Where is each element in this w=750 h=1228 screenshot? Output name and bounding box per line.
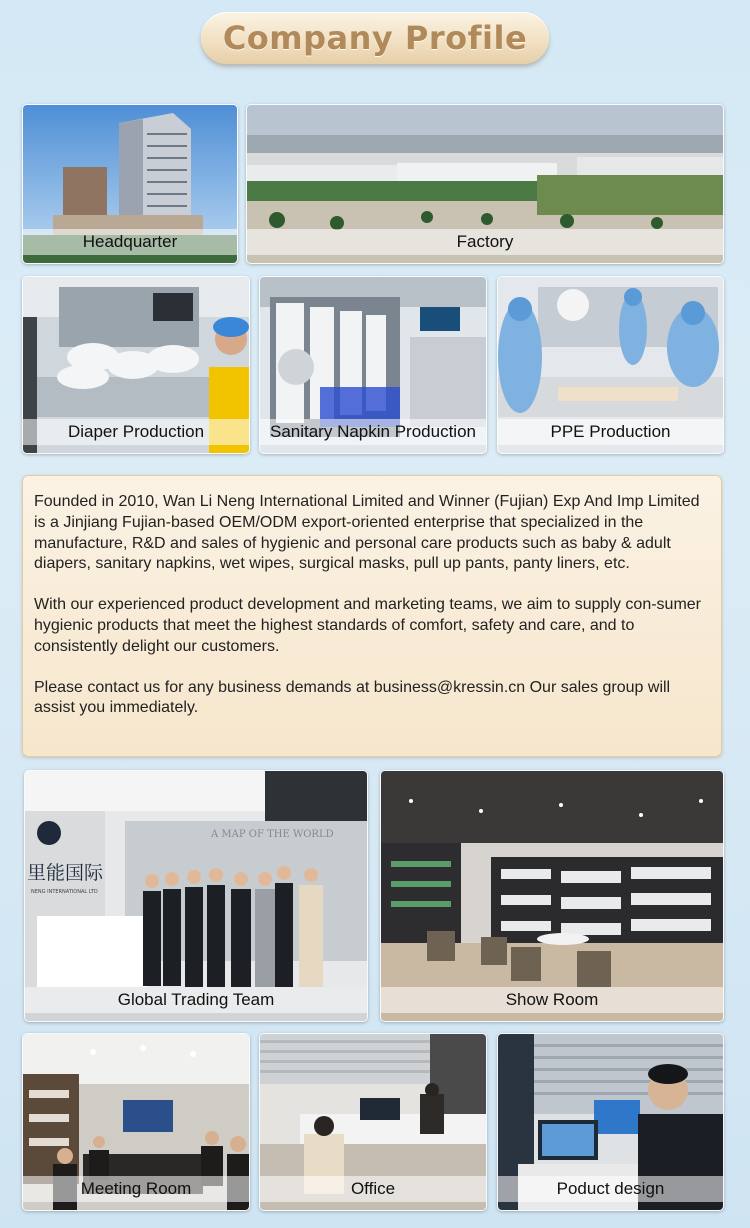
napkin-caption: Sanitary Napkin Production — [269, 422, 476, 441]
office-caption: Office — [350, 1179, 396, 1198]
design-caption-bar — [498, 1176, 723, 1202]
show-room-image — [381, 771, 723, 1021]
profile-paragraph-2: With our experienced product development and marketing teams, we aim to supply con-sumer hygienic products that meet the highest standards of comfort, safety and care, and to consistently delight our customers. — [34, 596, 701, 655]
meeting-caption-bar — [23, 1176, 249, 1202]
meeting-caption: Meeting Room — [80, 1179, 192, 1198]
team-caption: Global Trading Team — [117, 990, 275, 1009]
headquarter-caption: Headquarter — [82, 232, 178, 251]
photo-ppe-production — [497, 276, 724, 454]
napkin-caption-bar — [260, 419, 486, 445]
team-logo-cn: 里能国际 — [27, 862, 104, 884]
profile-paragraph-3: Please contact us for any business demands at business@kressin.cn Our sales group will assist you immediately. — [34, 678, 671, 717]
ppe-caption: PPE Production — [550, 422, 671, 441]
photo-headquarter — [22, 104, 238, 264]
photo-product-design — [497, 1033, 724, 1211]
photo-factory — [246, 104, 724, 264]
company-profile-text-panel — [22, 475, 722, 757]
page-title: Company Profile — [222, 19, 528, 57]
team-logo-en: NENG INTERNATIONAL LTD — [31, 889, 98, 895]
title-banner — [201, 12, 549, 64]
headquarter-caption-bar — [23, 229, 237, 255]
photo-office — [259, 1033, 487, 1211]
ppe-caption-bar — [498, 419, 723, 445]
photo-napkin-production — [259, 276, 487, 454]
team-wall-text: A MAP OF THE WORLD — [211, 829, 334, 840]
photo-meeting-room — [22, 1033, 250, 1211]
photo-show-room — [380, 770, 724, 1022]
profile-paragraph-1: Founded in 2010, Wan Li Neng International Limited and Winner (Fujian) Exp And Imp Limited is a Jinjiang Fujian-based OEM/ODM export-oriented enterprise that specialized in the manufacture, R&D and sales of hygienic and personal care products such as baby & adult diapers, sanitary napkins, wet wipes, surgical masks, pull up pants, panty liners, etc. — [34, 493, 700, 573]
diaper-caption-bar — [23, 419, 249, 445]
showroom-caption: Show Room — [505, 990, 599, 1009]
factory-caption-bar — [247, 229, 723, 255]
photo-global-trading-team — [24, 770, 368, 1022]
design-caption: Poduct design — [556, 1179, 665, 1198]
global-trading-team-image — [25, 771, 367, 1021]
photo-diaper-production — [22, 276, 250, 454]
team-caption-bar — [25, 987, 367, 1013]
showroom-caption-bar — [381, 987, 723, 1013]
office-caption-bar — [260, 1176, 486, 1202]
factory-caption: Factory — [456, 232, 514, 251]
diaper-caption: Diaper Production — [67, 422, 205, 441]
